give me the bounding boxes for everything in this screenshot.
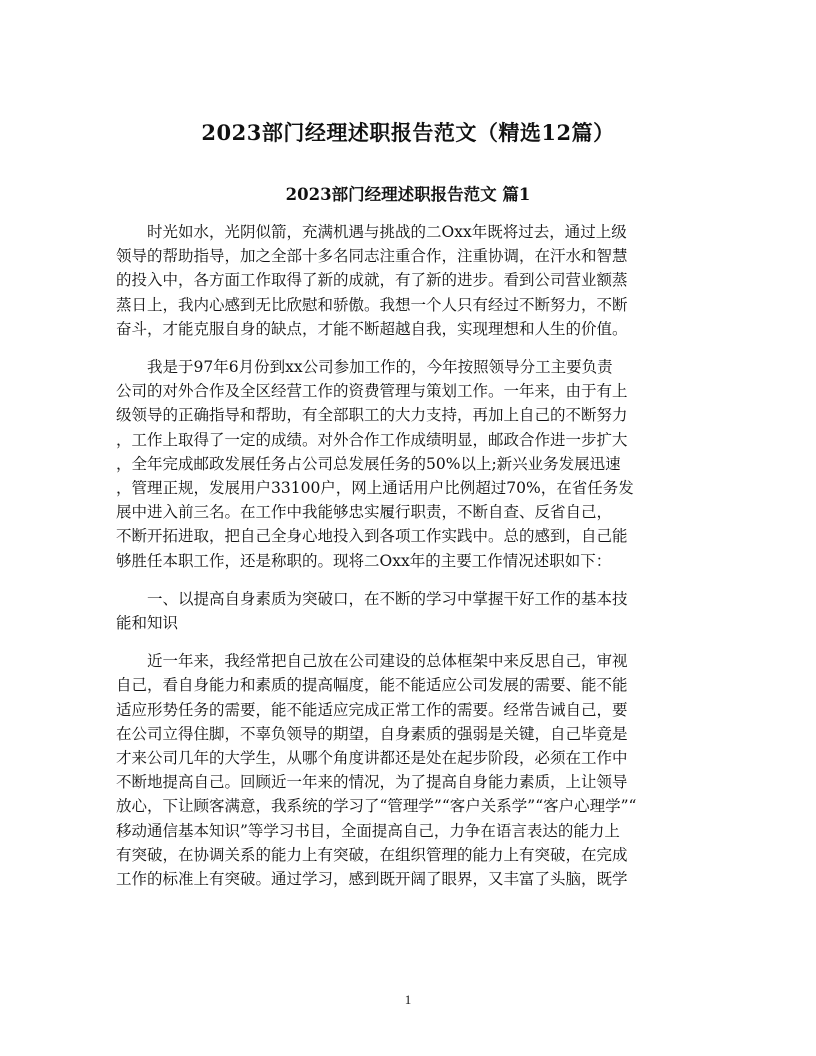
paragraph-line: 才来公司几年的大学生，从哪个角度讲都还是处在起步阶段，必须在工作中 (116, 749, 628, 768)
paragraph-line: 时光如水，光阴似箭，充满机遇与挑战的二Oxx年既将过去，通过上级 (147, 223, 627, 241)
paragraph-line: ，管理正规，发展用户33100户，网上通话用户比例超过70%，在省任务发 (116, 479, 634, 498)
paragraph-line: 够胜任本职工作，还是称职的。现将二Oxx年的主要工作情况述职如下： (116, 551, 612, 570)
paragraph-line: ，工作上取得了一定的成绩。对外合作工作成绩明显，邮政合作进一步扩大 (116, 430, 628, 449)
paragraph-line: 领导的帮助指导，加之全部十多名同志注重合作，注重协调，在汗水和智慧 (116, 247, 628, 266)
paragraph-line: 蒸日上，我内心感到无比欣慰和骄傲。我想一个人只有经过不断努力，不断 (116, 295, 628, 314)
paragraph-line: 奋斗，才能克服自身的缺点，才能不断超越自我，实现理想和人生的价值。 (116, 319, 628, 338)
paragraph-line: 移动通信基本知识”等学习书目，全面提高自己，力争在语言表达的能力上 (116, 821, 620, 840)
paragraph-line: 有突破，在协调关系的能力上有突破，在组织管理的能力上有突破，在完成 (116, 845, 628, 864)
paragraph (116, 220, 696, 341)
paragraph-line: 我是于97年6月份到xx公司参加工作的，今年按照领导分工主要负责 (147, 358, 613, 377)
paragraph-line: 公司的对外合作及全区经营工作的资费管理与策划工作。一年来，由于有上 (116, 382, 628, 401)
paragraph (116, 355, 696, 573)
paragraph-line: 级领导的正确指导和帮助，有全部职工的大力支持，再加上自己的不断努力 (116, 406, 628, 425)
paragraph-line: 不断地提高自己。回顾近一年来的情况，为了提高自身能力素质，上让领导 (116, 773, 628, 792)
paragraph-line: 的投入中，各方面工作取得了新的成就，有了新的进步。看到公司营业额蒸 (116, 271, 628, 290)
paragraph-line: 在公司立得住脚，不辜负领导的期望，自身素质的强弱是关键，自己毕竟是 (116, 724, 628, 743)
paragraph-line: 近一年来，我经常把自己放在公司建设的总体框架中来反思自己，审视 (147, 652, 628, 671)
paragraph-line: 适应形势任务的需要，能不能适应完成正常工作的需要。经常告诫自己，要 (116, 700, 628, 719)
paragraph (116, 587, 696, 635)
paragraph-line: ，全年完成邮政发展任务占公司总发展任务的50%以上;新兴业务发展迅速 (116, 454, 621, 473)
paragraph-line: 工作的标准上有突破。通过学习，感到既开阔了眼界，又丰富了头脑，既学 (116, 870, 628, 889)
document-title: 2023部门经理述职报告范文（精选12篇） (201, 120, 615, 145)
paragraph (116, 649, 696, 891)
document-body (116, 220, 696, 905)
paragraph-line: 放心，下让顾客满意，我系统的学习了“管理学”“客户关系学”“客户心理学”“ (116, 797, 637, 816)
paragraph-line: 能和知识 (116, 614, 179, 633)
paragraph-line: 不断开拓进取，把自己全身心地投入到各项工作实践中。总的感到，自己能 (116, 527, 628, 546)
page-number: 1 (404, 992, 412, 1007)
paragraph-line: 展中进入前三名。在工作中我能够忠实履行职责，不断自查、反省自己， (116, 503, 613, 522)
section-title: 2023部门经理述职报告范文 篇1 (285, 185, 531, 204)
paragraph-line: 一、以提高自身素质为突破口，在不断的学习中掌握干好工作的基本技 (147, 589, 628, 608)
paragraph-line: 自己，看自身能力和素质的提高幅度，能不能适应公司发展的需要、能不能 (116, 676, 628, 695)
